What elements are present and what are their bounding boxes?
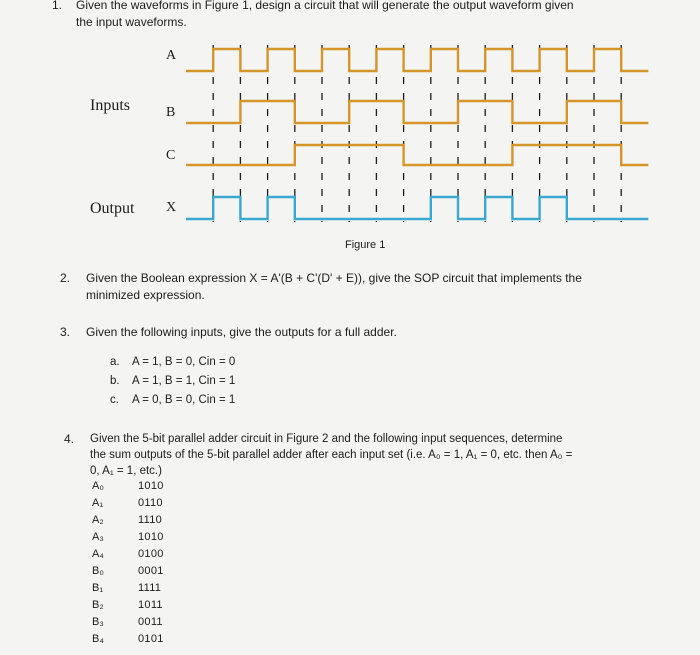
table-row-value: 1110 [138, 514, 163, 526]
table-row-value: 1011 [138, 599, 163, 611]
table-row-value: 0001 [138, 565, 164, 577]
table-row-name: A₁ [92, 497, 104, 509]
table-row-name: A₀ [92, 480, 104, 492]
table-row-name: B₃ [92, 616, 104, 628]
q3-item-b-label: b. [110, 375, 120, 387]
table-row-name: B₀ [92, 565, 104, 577]
table-row-value: 0110 [138, 497, 163, 509]
q3-item-c-text: A = 0, B = 0, Cin = 1 [132, 394, 236, 406]
waveform-c [186, 145, 648, 165]
inputs-label: Inputs [90, 97, 130, 114]
q4-text-line1: Given the 5-bit parallel adder circuit in Figure 2 and the following input sequences, determine [90, 433, 563, 445]
q4-number: 4. [64, 432, 75, 446]
q3-item-a-text: A = 1, B = 0, Cin = 0 [132, 356, 236, 368]
q3-item-a-label: a. [110, 356, 120, 368]
q1-text-line1: Given the waveforms in Figure 1, design a circuit that will generate the output waveform given [76, 0, 574, 12]
q3-number: 3. [60, 325, 71, 339]
q2-text-line1: Given the Boolean expression X = A'(B + C'(D' + E)), give the SOP circuit that implements the [86, 271, 582, 285]
table-row-value: 1010 [138, 531, 164, 543]
q4-text-line3: 0, A₁ = 1, etc.) [90, 465, 162, 477]
q2-text-line2: minimized expression. [86, 288, 205, 302]
table-row-name: A₂ [92, 514, 104, 526]
q1-text-line2: the input waveforms. [76, 15, 187, 29]
q2-number: 2. [60, 271, 71, 285]
table-row-value: 0011 [138, 616, 163, 628]
signal-label-x: X [166, 200, 177, 215]
signal-label-b: B [166, 105, 176, 120]
table-row-name: B₁ [92, 582, 104, 594]
table-row-name: A₃ [92, 531, 104, 543]
output-label: Output [90, 200, 135, 217]
waveform-group [186, 49, 648, 219]
table-row-name: B₂ [92, 599, 104, 611]
q3-text: Given the following inputs, give the outputs for a full adder. [86, 325, 397, 339]
q3-item-c-label: c. [110, 394, 119, 406]
table-row-value: 0101 [138, 633, 164, 645]
signal-label-c: C [166, 148, 176, 163]
waveform-a [186, 49, 648, 71]
table-row-value: 1010 [138, 480, 164, 492]
q3-item-b-text: A = 1, B = 1, Cin = 1 [132, 375, 236, 387]
table-row-name: B₄ [92, 633, 104, 645]
signal-label-a: A [166, 48, 177, 63]
timing-diagram [0, 0, 700, 260]
table-row-name: A₄ [92, 548, 104, 560]
table-row-value: 1111 [138, 582, 162, 594]
q4-text-line2: the sum outputs of the 5-bit parallel adder after each input set (i.e. A₀ = 1, A₁ = 0, etc. then A₀ = [90, 449, 573, 461]
figure-caption: Figure 1 [345, 239, 386, 251]
waveform-x [186, 197, 648, 219]
table-row-value: 0100 [138, 548, 164, 560]
q1-number: 1. [52, 0, 63, 12]
waveform-b [186, 101, 648, 123]
